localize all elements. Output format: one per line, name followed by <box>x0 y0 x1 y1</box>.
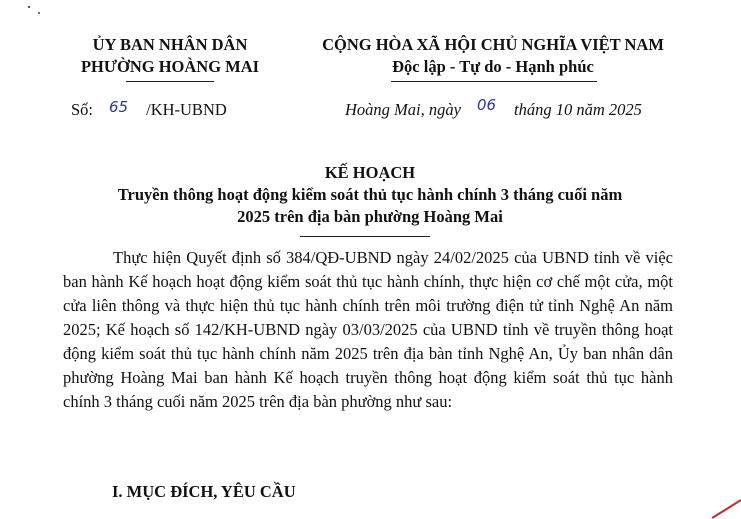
scan-dot <box>28 6 30 8</box>
agency-name: ỦY BAN NHÂN DÂN <box>92 35 248 54</box>
doc-number-handwritten: 65 <box>109 98 129 116</box>
body-paragraph: Thực hiện Quyết định số 384/QĐ-UBND ngày 24/02/2025 của UBND tỉnh về việc ban hành Kế hoạch hoạt động kiểm soát thủ tục hành chính, thực hiện cơ chế một cửa, một cửa liên thông và thực hiện thủ tục hành chính trên môi trường điện tử tỉnh Nghệ An năm 2025; Kế hoạch số 142/KH-UBND ngày 03/03/2025 của UBND tỉnh về truyền thông hoạt động kiểm soát thủ tục hành chính năm 2025 trên địa bàn tỉnh Nghệ An, Ủy ban nhân dân phường Hoàng Mai ban hành Kế hoạch truyền thông hoạt động kiểm soát thủ tục hành chính 3 tháng cuối năm 2025 trên địa bàn phường như sau: <box>63 248 673 411</box>
title-underline <box>300 236 430 237</box>
doc-number-suffix: /KH-UBND <box>146 100 227 119</box>
date-suffix: tháng 10 năm 2025 <box>514 100 642 119</box>
ward-name: PHƯỜNG HOÀNG MAI <box>80 57 260 76</box>
doc-number-label: Số: <box>71 100 94 119</box>
document-title <box>60 162 680 228</box>
date-prefix: Hoàng Mai, ngày <box>345 100 461 119</box>
title-subtitle-line2: 2025 trên địa bàn phường Hoàng Mai <box>237 207 503 226</box>
document-date <box>345 96 642 120</box>
date-day-handwritten: 06 <box>476 96 497 114</box>
agency-header <box>70 34 270 78</box>
national-header <box>298 34 688 78</box>
national-motto: Độc lập - Tự do - Hạnh phúc <box>392 57 594 76</box>
body-text <box>63 246 673 414</box>
scan-dot <box>38 12 40 14</box>
title-heading: KẾ HOẠCH <box>324 163 416 182</box>
red-pen-mark <box>712 499 741 519</box>
motto-underline <box>391 81 597 82</box>
agency-underline <box>126 81 214 82</box>
nation-name: CỘNG HÒA XÃ HỘI CHỦ NGHĨA VIỆT NAM <box>322 35 664 54</box>
document-number <box>71 100 227 120</box>
section-heading: I. MỤC ĐÍCH, YÊU CẦU <box>112 482 296 501</box>
title-subtitle-line1: Truyền thông hoạt động kiểm soát thủ tục hành chính 3 tháng cuối năm <box>117 185 623 204</box>
